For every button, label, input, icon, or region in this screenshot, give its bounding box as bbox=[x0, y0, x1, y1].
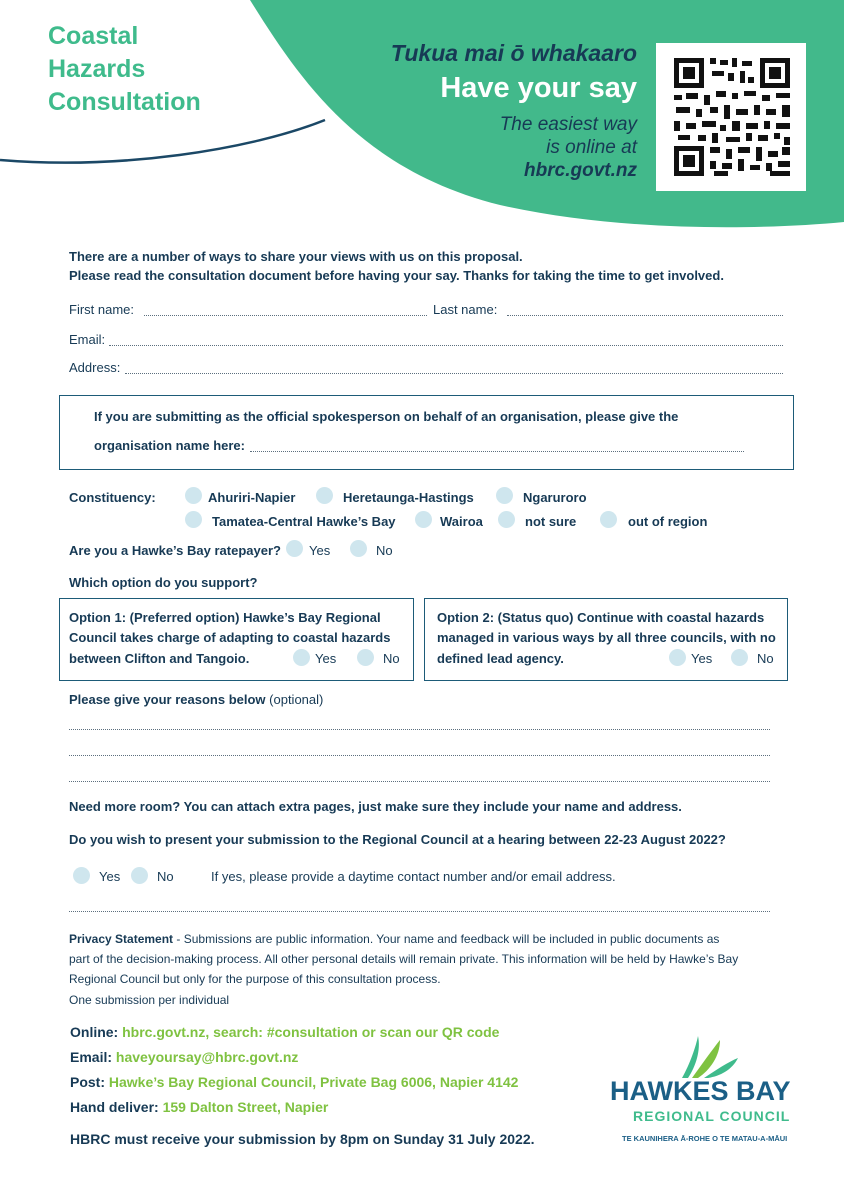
constituency-out-of-region[interactable] bbox=[600, 511, 617, 529]
page-title bbox=[48, 20, 201, 119]
title-line: Hazards bbox=[48, 55, 146, 83]
hearing-note: If yes, please provide a daytime contact number and/or email address. bbox=[211, 869, 616, 884]
reasons-label-text: Please give your reasons below bbox=[69, 692, 266, 707]
last-name-input[interactable] bbox=[507, 315, 783, 316]
privacy-statement bbox=[69, 929, 789, 989]
option2-line: managed in various ways by all three councils, with no bbox=[437, 630, 776, 645]
hbrc-leaf-logo-icon bbox=[676, 1034, 742, 1080]
constituency-option-label: Heretaunga-Hastings bbox=[343, 490, 474, 505]
privacy-text: - Submissions are public information. Your name and feedback will be included in public documents as bbox=[176, 932, 720, 946]
organisation-line: organisation name here: bbox=[94, 438, 245, 453]
hearing-no-label: No bbox=[157, 869, 174, 884]
option2-box bbox=[424, 598, 788, 681]
address-label: Address: bbox=[69, 360, 121, 375]
logo-name: HAWKES BAY bbox=[610, 1076, 791, 1106]
organisation-line: If you are submitting as the official spokesperson on behalf of an organisation, please give the bbox=[94, 409, 679, 424]
radio-button[interactable] bbox=[73, 867, 90, 884]
option2-yes-label: Yes bbox=[691, 651, 713, 666]
ratepayer-question: Are you a Hawke’s Bay ratepayer? bbox=[69, 543, 281, 558]
reasons-input-line[interactable] bbox=[69, 729, 770, 730]
contact-email bbox=[70, 1049, 298, 1065]
title-line: Coastal bbox=[48, 22, 139, 50]
deadline-note: HBRC must receive your submission by 8pm on Sunday 31 July 2022. bbox=[70, 1131, 535, 1147]
constituency-heretaunga[interactable] bbox=[316, 487, 333, 505]
logo-sub: REGIONAL COUNCIL bbox=[633, 1108, 791, 1124]
email-input[interactable] bbox=[109, 345, 783, 346]
ratepayer-yes[interactable] bbox=[286, 540, 303, 558]
contact-label: Post: bbox=[70, 1074, 105, 1090]
radio-button[interactable] bbox=[498, 511, 515, 528]
constituency-wairoa[interactable] bbox=[415, 511, 432, 529]
reasons-input-line[interactable] bbox=[69, 781, 770, 782]
option1-line: between Clifton and Tangoio. bbox=[69, 651, 250, 666]
option2-line bbox=[437, 610, 764, 625]
option2-yes[interactable] bbox=[669, 649, 686, 667]
hearing-question: Do you wish to present your submission to the Regional Council at a hearing between 22-23 August 2022? bbox=[69, 832, 726, 847]
option1-text: (Preferred option) Hawke’s Bay Regional bbox=[129, 610, 381, 625]
option2-line: defined lead agency. bbox=[437, 651, 564, 666]
hearing-yes-label: Yes bbox=[99, 869, 121, 884]
ratepayer-no-label: No bbox=[376, 543, 393, 558]
email-label: Email: bbox=[69, 332, 106, 347]
radio-button[interactable] bbox=[731, 649, 748, 666]
radio-button[interactable] bbox=[185, 487, 202, 504]
constituency-option-label: Tamatea-Central Hawke’s Bay bbox=[212, 514, 396, 529]
first-name-label: First name: bbox=[69, 302, 135, 317]
privacy-label: Privacy Statement bbox=[69, 932, 174, 946]
radio-button[interactable] bbox=[415, 511, 432, 528]
constituency-option-label: Ngaruroro bbox=[523, 490, 587, 505]
option2-no-label: No bbox=[757, 651, 774, 666]
hearing-no[interactable] bbox=[131, 867, 148, 885]
intro-line: There are a number of ways to share your views with us on this proposal. bbox=[69, 249, 523, 264]
tukua-heading: Tukua mai ō whakaaro bbox=[390, 40, 637, 66]
radio-button[interactable] bbox=[185, 511, 202, 528]
radio-button[interactable] bbox=[131, 867, 148, 884]
ratepayer-yes-label: Yes bbox=[309, 543, 331, 558]
contact-hand-value: 159 Dalton Street, Napier bbox=[162, 1099, 329, 1115]
constituency-label: Constituency: bbox=[69, 490, 156, 505]
contact-email-value[interactable]: haveyoursay@hbrc.govt.nz bbox=[115, 1049, 299, 1065]
one-submission-note: One submission per individual bbox=[69, 993, 230, 1007]
radio-button[interactable] bbox=[496, 487, 513, 504]
intro-line: Please read the consultation document before having your say. Thanks for taking the time to get involved. bbox=[69, 268, 724, 283]
constituency-tamatea[interactable] bbox=[185, 511, 202, 529]
option2-label: Option 2: bbox=[437, 610, 495, 625]
radio-button[interactable] bbox=[316, 487, 333, 504]
constituency-option-label: not sure bbox=[525, 514, 577, 529]
option2-text: (Status quo) Continue with coastal hazards bbox=[497, 610, 765, 625]
online-note bbox=[500, 113, 637, 182]
contact-post bbox=[70, 1074, 518, 1090]
radio-button[interactable] bbox=[600, 511, 617, 528]
option2-no[interactable] bbox=[731, 649, 748, 667]
reasons-label bbox=[69, 692, 323, 707]
privacy-text: Regional Council but only for the purpose of this consultation process. bbox=[69, 972, 441, 986]
constituency-not-sure[interactable] bbox=[498, 511, 515, 529]
contact-label: Online: bbox=[70, 1024, 119, 1040]
reasons-optional: (optional) bbox=[269, 692, 324, 707]
hearing-contact-input[interactable] bbox=[69, 911, 770, 912]
contact-label: Email: bbox=[70, 1049, 113, 1065]
option1-no[interactable] bbox=[357, 649, 374, 667]
option1-no-label: No bbox=[383, 651, 400, 666]
radio-button[interactable] bbox=[293, 649, 310, 666]
constituency-option-label: Wairoa bbox=[440, 514, 483, 529]
online-note-line: The easiest way bbox=[499, 114, 637, 135]
option1-line: Council takes charge of adapting to coastal hazards bbox=[69, 630, 391, 645]
first-name-input[interactable] bbox=[144, 315, 427, 316]
contact-post-value: Hawke’s Bay Regional Council, Private Bag 6006, Napier 4142 bbox=[108, 1074, 519, 1090]
contact-label: Hand deliver: bbox=[70, 1099, 159, 1115]
radio-button[interactable] bbox=[357, 649, 374, 666]
last-name-label: Last name: bbox=[433, 302, 498, 317]
qr-code-icon bbox=[656, 43, 806, 191]
option-question: Which option do you support? bbox=[69, 575, 258, 590]
have-your-say-heading: Have your say bbox=[440, 72, 637, 104]
constituency-option-label: Ahuriri-Napier bbox=[208, 490, 296, 505]
website-link[interactable]: hbrc.govt.nz bbox=[524, 160, 637, 181]
organisation-box bbox=[59, 395, 794, 470]
online-note-line: is online at bbox=[546, 137, 637, 158]
option1-yes-label: Yes bbox=[315, 651, 337, 666]
more-room-note: Need more room? You can attach extra pages, just make sure they include your name and address. bbox=[69, 799, 682, 814]
option1-box bbox=[59, 598, 414, 681]
privacy-text: part of the decision-making process. All other personal details will remain private. This information will be held by Hawke’s Bay bbox=[69, 952, 739, 966]
option1-label: Option 1: bbox=[69, 610, 127, 625]
reasons-input-line[interactable] bbox=[69, 755, 770, 756]
option1-yes[interactable] bbox=[293, 649, 310, 667]
radio-button[interactable] bbox=[669, 649, 686, 666]
contact-online bbox=[70, 1024, 499, 1040]
constituency-ngaruroro[interactable] bbox=[496, 487, 513, 505]
option1-line bbox=[69, 610, 381, 625]
address-input[interactable] bbox=[125, 373, 783, 374]
contact-hand-deliver bbox=[70, 1099, 328, 1115]
radio-button[interactable] bbox=[350, 540, 367, 557]
ratepayer-no[interactable] bbox=[350, 540, 367, 558]
hearing-yes[interactable] bbox=[73, 867, 90, 885]
title-line: Consultation bbox=[48, 88, 201, 116]
constituency-ahuriri[interactable] bbox=[185, 487, 202, 505]
constituency-option-label: out of region bbox=[628, 514, 708, 529]
radio-button[interactable] bbox=[286, 540, 303, 557]
organisation-name-input[interactable] bbox=[250, 451, 744, 452]
logo-maori: TE KAUNIHERA Ā-ROHE O TE MATAU-A-MĀUI bbox=[622, 1134, 788, 1143]
qr-code[interactable] bbox=[656, 43, 806, 191]
contact-online-value[interactable]: hbrc.govt.nz, search: #consultation or scan our QR code bbox=[122, 1024, 500, 1040]
